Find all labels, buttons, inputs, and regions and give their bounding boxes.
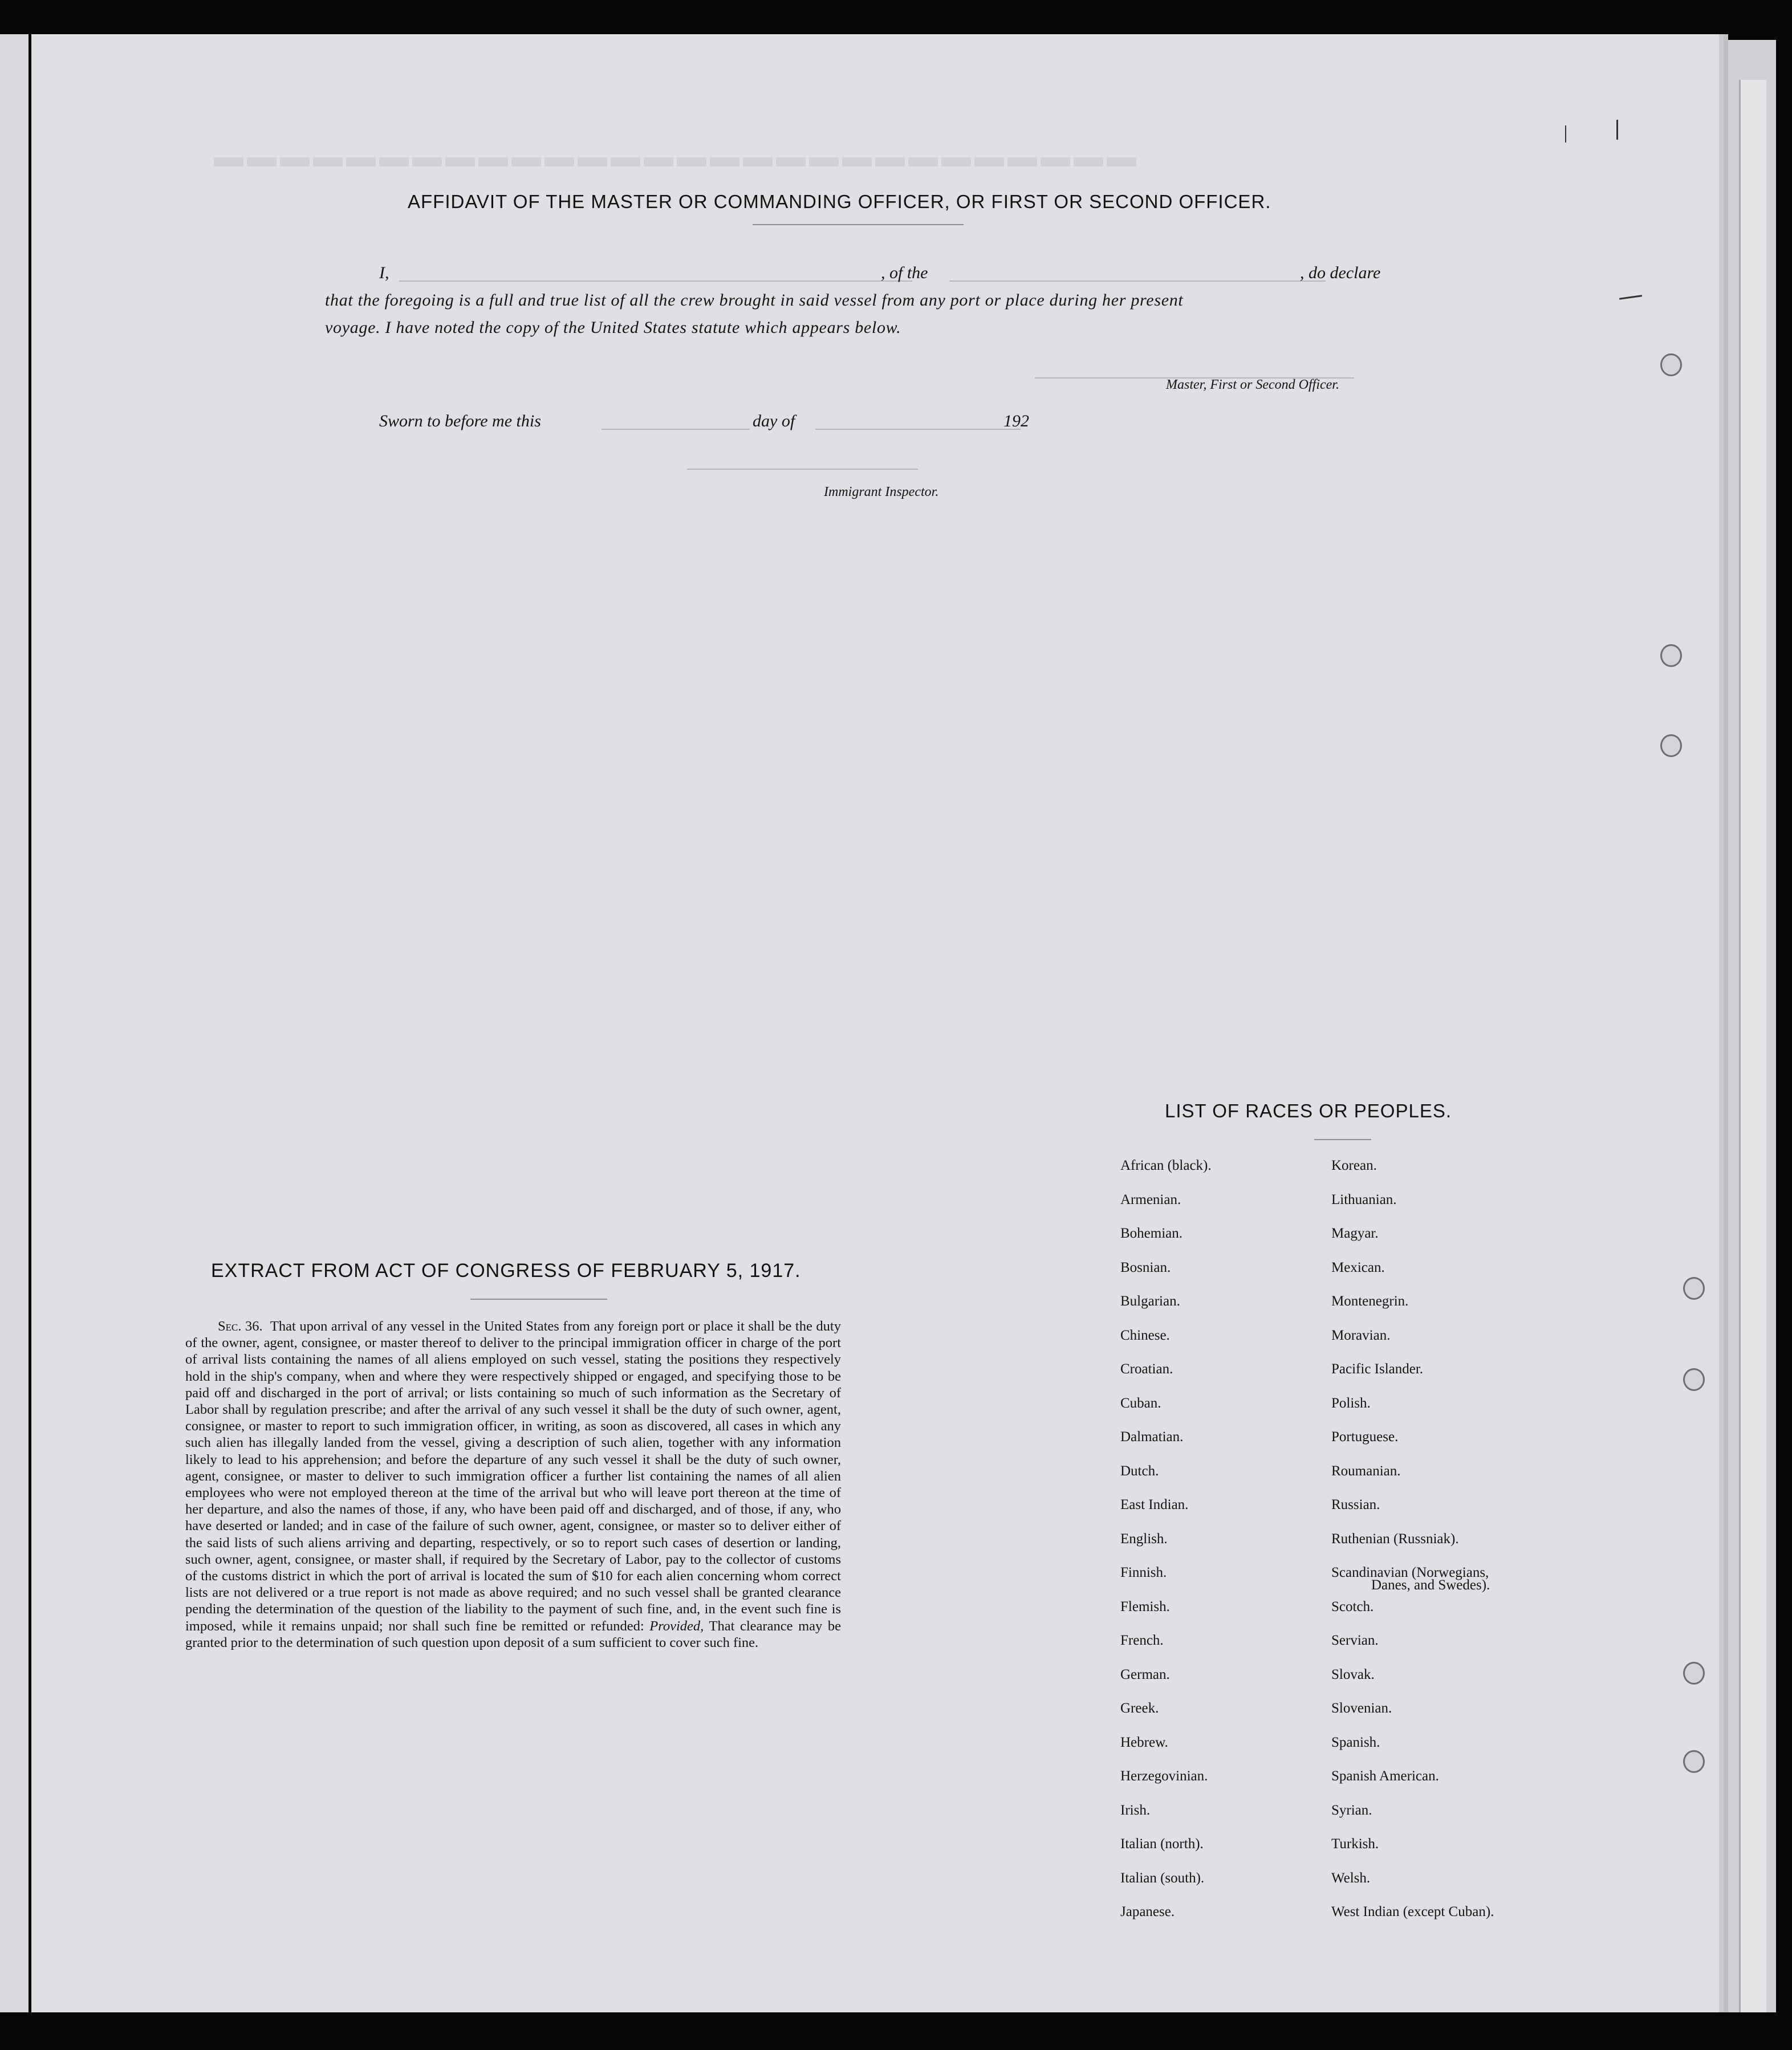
race-item: Korean. — [1331, 1158, 1377, 1173]
race-item: Armenian. — [1120, 1191, 1181, 1207]
section-label: Sec. 36. — [218, 1319, 263, 1334]
race-item: Roumanian. — [1331, 1463, 1401, 1479]
race-item: Irish. — [1120, 1802, 1151, 1818]
punch-hole — [1683, 1662, 1705, 1685]
pen-mark — [1616, 120, 1618, 140]
race-item: Croatian. — [1120, 1361, 1173, 1377]
provided-word: Provided, — [649, 1618, 704, 1634]
race-item: Flemish. — [1120, 1598, 1170, 1614]
race-item: Ruthenian (Russniak). — [1331, 1531, 1459, 1547]
race-item: English. — [1120, 1531, 1168, 1547]
inspector-signature-label: Immigrant Inspector. — [824, 485, 939, 499]
affidavit-i: I, — [379, 263, 389, 282]
sworn-label: Sworn to before me this — [379, 412, 541, 430]
race-item: Bulgarian. — [1120, 1294, 1180, 1309]
punch-hole — [1660, 353, 1682, 376]
master-signature-label: Master, First or Second Officer. — [1166, 377, 1339, 392]
race-item: East Indian. — [1120, 1497, 1189, 1512]
race-item: Portuguese. — [1331, 1429, 1399, 1445]
race-item: Slovenian. — [1331, 1701, 1392, 1716]
year-label: 192 — [1003, 412, 1029, 430]
affidavit-of-the: , of the — [881, 263, 928, 282]
race-item: German. — [1120, 1666, 1170, 1682]
race-item: Scandinavian (Norwegians, Danes, and Swedes). — [1331, 1565, 1494, 1600]
document-page — [31, 34, 1719, 2012]
race-item: Spanish. — [1331, 1734, 1380, 1750]
race-item: Scotch. — [1331, 1598, 1374, 1614]
race-item: Magyar. — [1331, 1226, 1379, 1241]
race-item-continuation: Danes, and Swedes). — [1371, 1577, 1490, 1593]
race-item: Pacific Islander. — [1331, 1361, 1424, 1377]
race-item: Japanese. — [1120, 1904, 1175, 1919]
adjacent-page-strip — [0, 34, 29, 2012]
races-title: LIST OF RACES OR PEOPLES. — [1165, 1100, 1452, 1121]
race-item: Mexican. — [1331, 1259, 1385, 1275]
master-name-blank[interactable] — [399, 280, 912, 282]
affidavit-line-3: voyage. I have noted the copy of the United States statute which appears below. — [325, 318, 901, 337]
inspector-signature-line[interactable] — [687, 469, 918, 470]
race-item: Bosnian. — [1120, 1259, 1171, 1275]
punch-hole — [1660, 644, 1682, 667]
race-item: Bohemian. — [1120, 1226, 1183, 1241]
statute-text — [185, 1318, 841, 1651]
race-item: Slovak. — [1331, 1666, 1375, 1682]
race-item: Italian (south). — [1120, 1870, 1205, 1886]
pen-mark — [1619, 295, 1642, 300]
race-item: West Indian (except Cuban). — [1331, 1904, 1494, 1919]
race-item: Cuban. — [1120, 1395, 1161, 1411]
pen-mark — [1565, 125, 1566, 143]
section-text-end: That clearance may be granted prior to the determination of such question upon deposit of a sum sufficient to cover such fine. — [185, 1618, 842, 1650]
section-text: That upon arrival of any vessel in the United States from any foreign port or place it shall be the duty of the owner, agent, consignee, or master thereof to deliver to the principal immigration officer in charge of the port of arrival lists containing the names of all aliens employed on such vessel, stating the positions they respectively hold in the ship's company, when and where they were respectively shipped or engaged, and specifying those to be paid off and discharged in the port of arrival; or lists containing so much of such information as the Secretary of Labor shall by regulation prescribe; and after the arrival of any such vessel it shall be the duty of such owner, agent, consignee, or master to report to such immigration officer, in writing, as soon as discovered, all cases in which any such alien has illegally landed from the vessel, giving a description of such alien, together with any information likely to lead to his apprehension; and before the departure of any such vessel it shall be the duty of such owner, agent, consignee, or master to deliver to such immigration officer a further list containing the names of all alien employees who were not employed thereon at the time of the arrival but who will leave port thereon at the time of her departure, and also the names of those, if any, who have been paid off and discharged, and of those, if any, who have deserted or landed; and in case of the failure of such owner, agent, consignee, or master so to deliver either of the said lists of such aliens arriving and departing, respectively, or so to report such cases of desertion or landing, such owner, agent, consignee, or master shall, if required by the Secretary of Labor, pay to the collector of customs of the customs district in which the port of arrival is located the sum of $10 for each alien concerning whom correct lists are not delivered or a true report is not made as above required; and no such vessel shall be granted clearance pending the determination of the question of the liability to the payment of such fine, and, in the event such fine is imposed, while it remains unpaid; nor shall such fine be remitted or refunded: — [185, 1319, 841, 1634]
race-item: Dalmatian. — [1120, 1429, 1184, 1445]
race-item: Welsh. — [1331, 1870, 1371, 1886]
race-item: Greek. — [1120, 1701, 1159, 1716]
extract-title: EXTRACT FROM ACT OF CONGRESS OF FEBRUARY 5, 1917. — [211, 1260, 801, 1282]
race-item: Hebrew. — [1120, 1734, 1168, 1750]
extract-title-rule — [470, 1299, 607, 1300]
race-item: Moravian. — [1331, 1327, 1391, 1343]
race-item: Servian. — [1331, 1633, 1379, 1648]
race-item: Polish. — [1331, 1395, 1371, 1411]
punch-hole — [1660, 734, 1682, 757]
races-title-rule — [1314, 1139, 1371, 1140]
day-of-label: day of — [753, 412, 795, 430]
punch-hole — [1683, 1750, 1705, 1773]
race-item: Montenegrin. — [1331, 1294, 1409, 1309]
race-item: Spanish American. — [1331, 1768, 1439, 1784]
race-item: Syrian. — [1331, 1802, 1372, 1818]
race-item: Finnish. — [1120, 1565, 1167, 1580]
race-item: Herzegovinian. — [1120, 1768, 1208, 1784]
underlying-page-edge-inner — [1739, 80, 1766, 2012]
affidavit-line-2: that the foregoing is a full and true list of all the crew brought in said vessel from any port or place during her present — [325, 291, 1184, 310]
races-column-2 — [1331, 1158, 1494, 1939]
affidavit-title: AFFIDAVIT OF THE MASTER OR COMMANDING OFFICER, OR FIRST OR SECOND OFFICER. — [408, 191, 1271, 212]
race-item: Russian. — [1331, 1497, 1380, 1512]
sworn-month-blank[interactable] — [815, 429, 1021, 430]
affidavit-title-rule — [753, 224, 964, 225]
races-column-1 — [1120, 1158, 1212, 1939]
punch-hole — [1683, 1368, 1705, 1391]
race-item: French. — [1120, 1633, 1164, 1648]
punch-hole — [1683, 1277, 1705, 1300]
affidavit-do-declare: , do declare — [1300, 263, 1381, 282]
race-item: Italian (north). — [1120, 1836, 1204, 1852]
race-item: Turkish. — [1331, 1836, 1379, 1852]
race-item: Chinese. — [1120, 1327, 1170, 1343]
bleed-through-text: ▬▬▬▬▬▬▬▬▬▬▬▬▬▬▬▬▬▬▬▬▬▬▬▬▬▬▬▬ — [214, 140, 1140, 173]
sworn-day-blank[interactable] — [602, 429, 750, 430]
race-item: Lithuanian. — [1331, 1191, 1397, 1207]
vessel-name-blank[interactable] — [949, 280, 1326, 282]
race-item: Dutch. — [1120, 1463, 1159, 1479]
race-item: African (black). — [1120, 1158, 1212, 1173]
